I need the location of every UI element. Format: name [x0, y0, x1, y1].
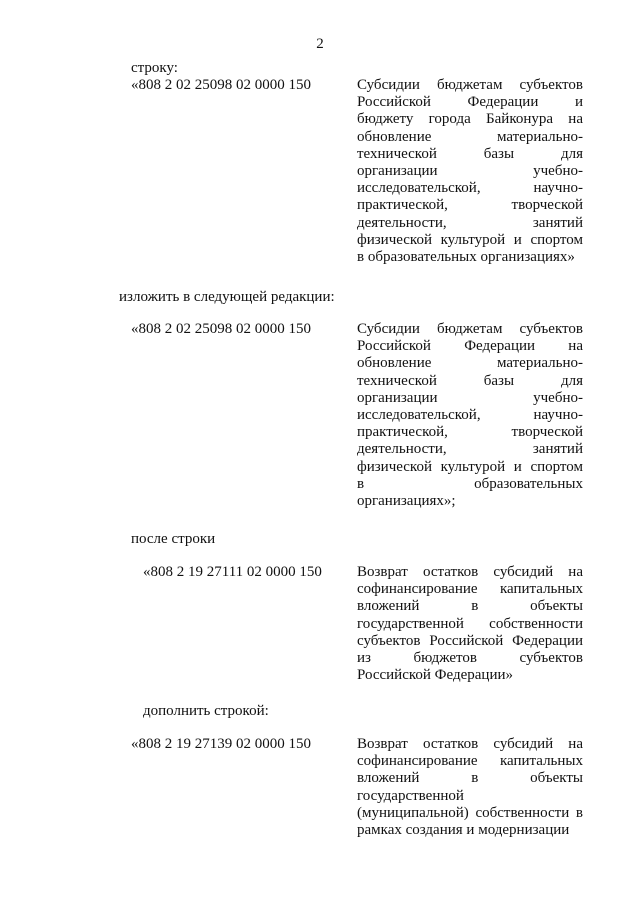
page-number: 2: [316, 36, 324, 52]
description-line: технической базы для: [357, 145, 583, 162]
description-4: [357, 736, 583, 839]
description-line: деятельности, занятий: [357, 214, 583, 231]
description-line: (муниципальной) собственности в: [357, 804, 583, 821]
description-line: технической базы для: [357, 372, 583, 389]
description-line: софинансирование капитальных: [357, 581, 583, 598]
description-line: исследовательской, научно-: [357, 180, 583, 197]
description-line: организации учебно-: [357, 162, 583, 179]
description-line: в образовательных организациях»: [357, 248, 575, 265]
block-intro-4: дополнить строкой:: [143, 703, 269, 719]
description-line: софинансирование капитальных: [357, 753, 583, 770]
description-3: [357, 564, 583, 684]
budget-code-2: «808 2 02 25098 02 0000 150: [131, 321, 311, 337]
description-1: [357, 77, 583, 266]
block-intro-2: изложить в следующей редакции:: [119, 289, 335, 305]
description-line: Российской Федерации»: [357, 667, 514, 684]
description-line: организациях»;: [357, 492, 456, 509]
block-intro-3: после строки: [131, 531, 216, 547]
description-line: рамках создания и модернизации: [357, 821, 570, 838]
description-2: [357, 321, 583, 510]
description-line: физической культурой и спортом: [357, 458, 583, 475]
budget-code-4: «808 2 19 27139 02 0000 150: [131, 736, 311, 752]
description-line: Возврат остатков субсидий на: [357, 736, 583, 752]
description-line: из бюджетов субъектов: [357, 649, 583, 666]
budget-code-3: «808 2 19 27111 02 0000 150: [143, 564, 322, 580]
description-line: деятельности, занятий: [357, 441, 583, 458]
description-line: вложений в объекты: [357, 598, 583, 615]
description-line: государственной собственности: [357, 615, 583, 632]
description-line: физической культурой и спортом: [357, 231, 583, 248]
description-line: бюджету города Байконура на: [357, 111, 583, 128]
description-line: Российской Федерации и: [357, 94, 583, 111]
description-line: практической, творческой: [357, 197, 583, 214]
description-line: Субсидии бюджетам субъектов: [357, 321, 583, 337]
description-line: исследовательской, научно-: [357, 406, 583, 423]
description-line: субъектов Российской Федерации: [357, 632, 583, 649]
description-line: государственной: [357, 787, 464, 804]
block-intro-1: строку:: [131, 60, 178, 76]
description-line: в образовательных: [357, 475, 583, 492]
description-line: Возврат остатков субсидий на: [357, 564, 583, 580]
description-line: Субсидии бюджетам субъектов: [357, 77, 583, 93]
description-line: обновление материально-: [357, 128, 583, 145]
description-line: Российской Федерации на: [357, 338, 583, 355]
budget-code-1: «808 2 02 25098 02 0000 150: [131, 77, 311, 93]
description-line: обновление материально-: [357, 355, 583, 372]
description-line: вложений в объекты: [357, 770, 583, 787]
description-line: практической, творческой: [357, 424, 583, 441]
description-line: организации учебно-: [357, 389, 583, 406]
